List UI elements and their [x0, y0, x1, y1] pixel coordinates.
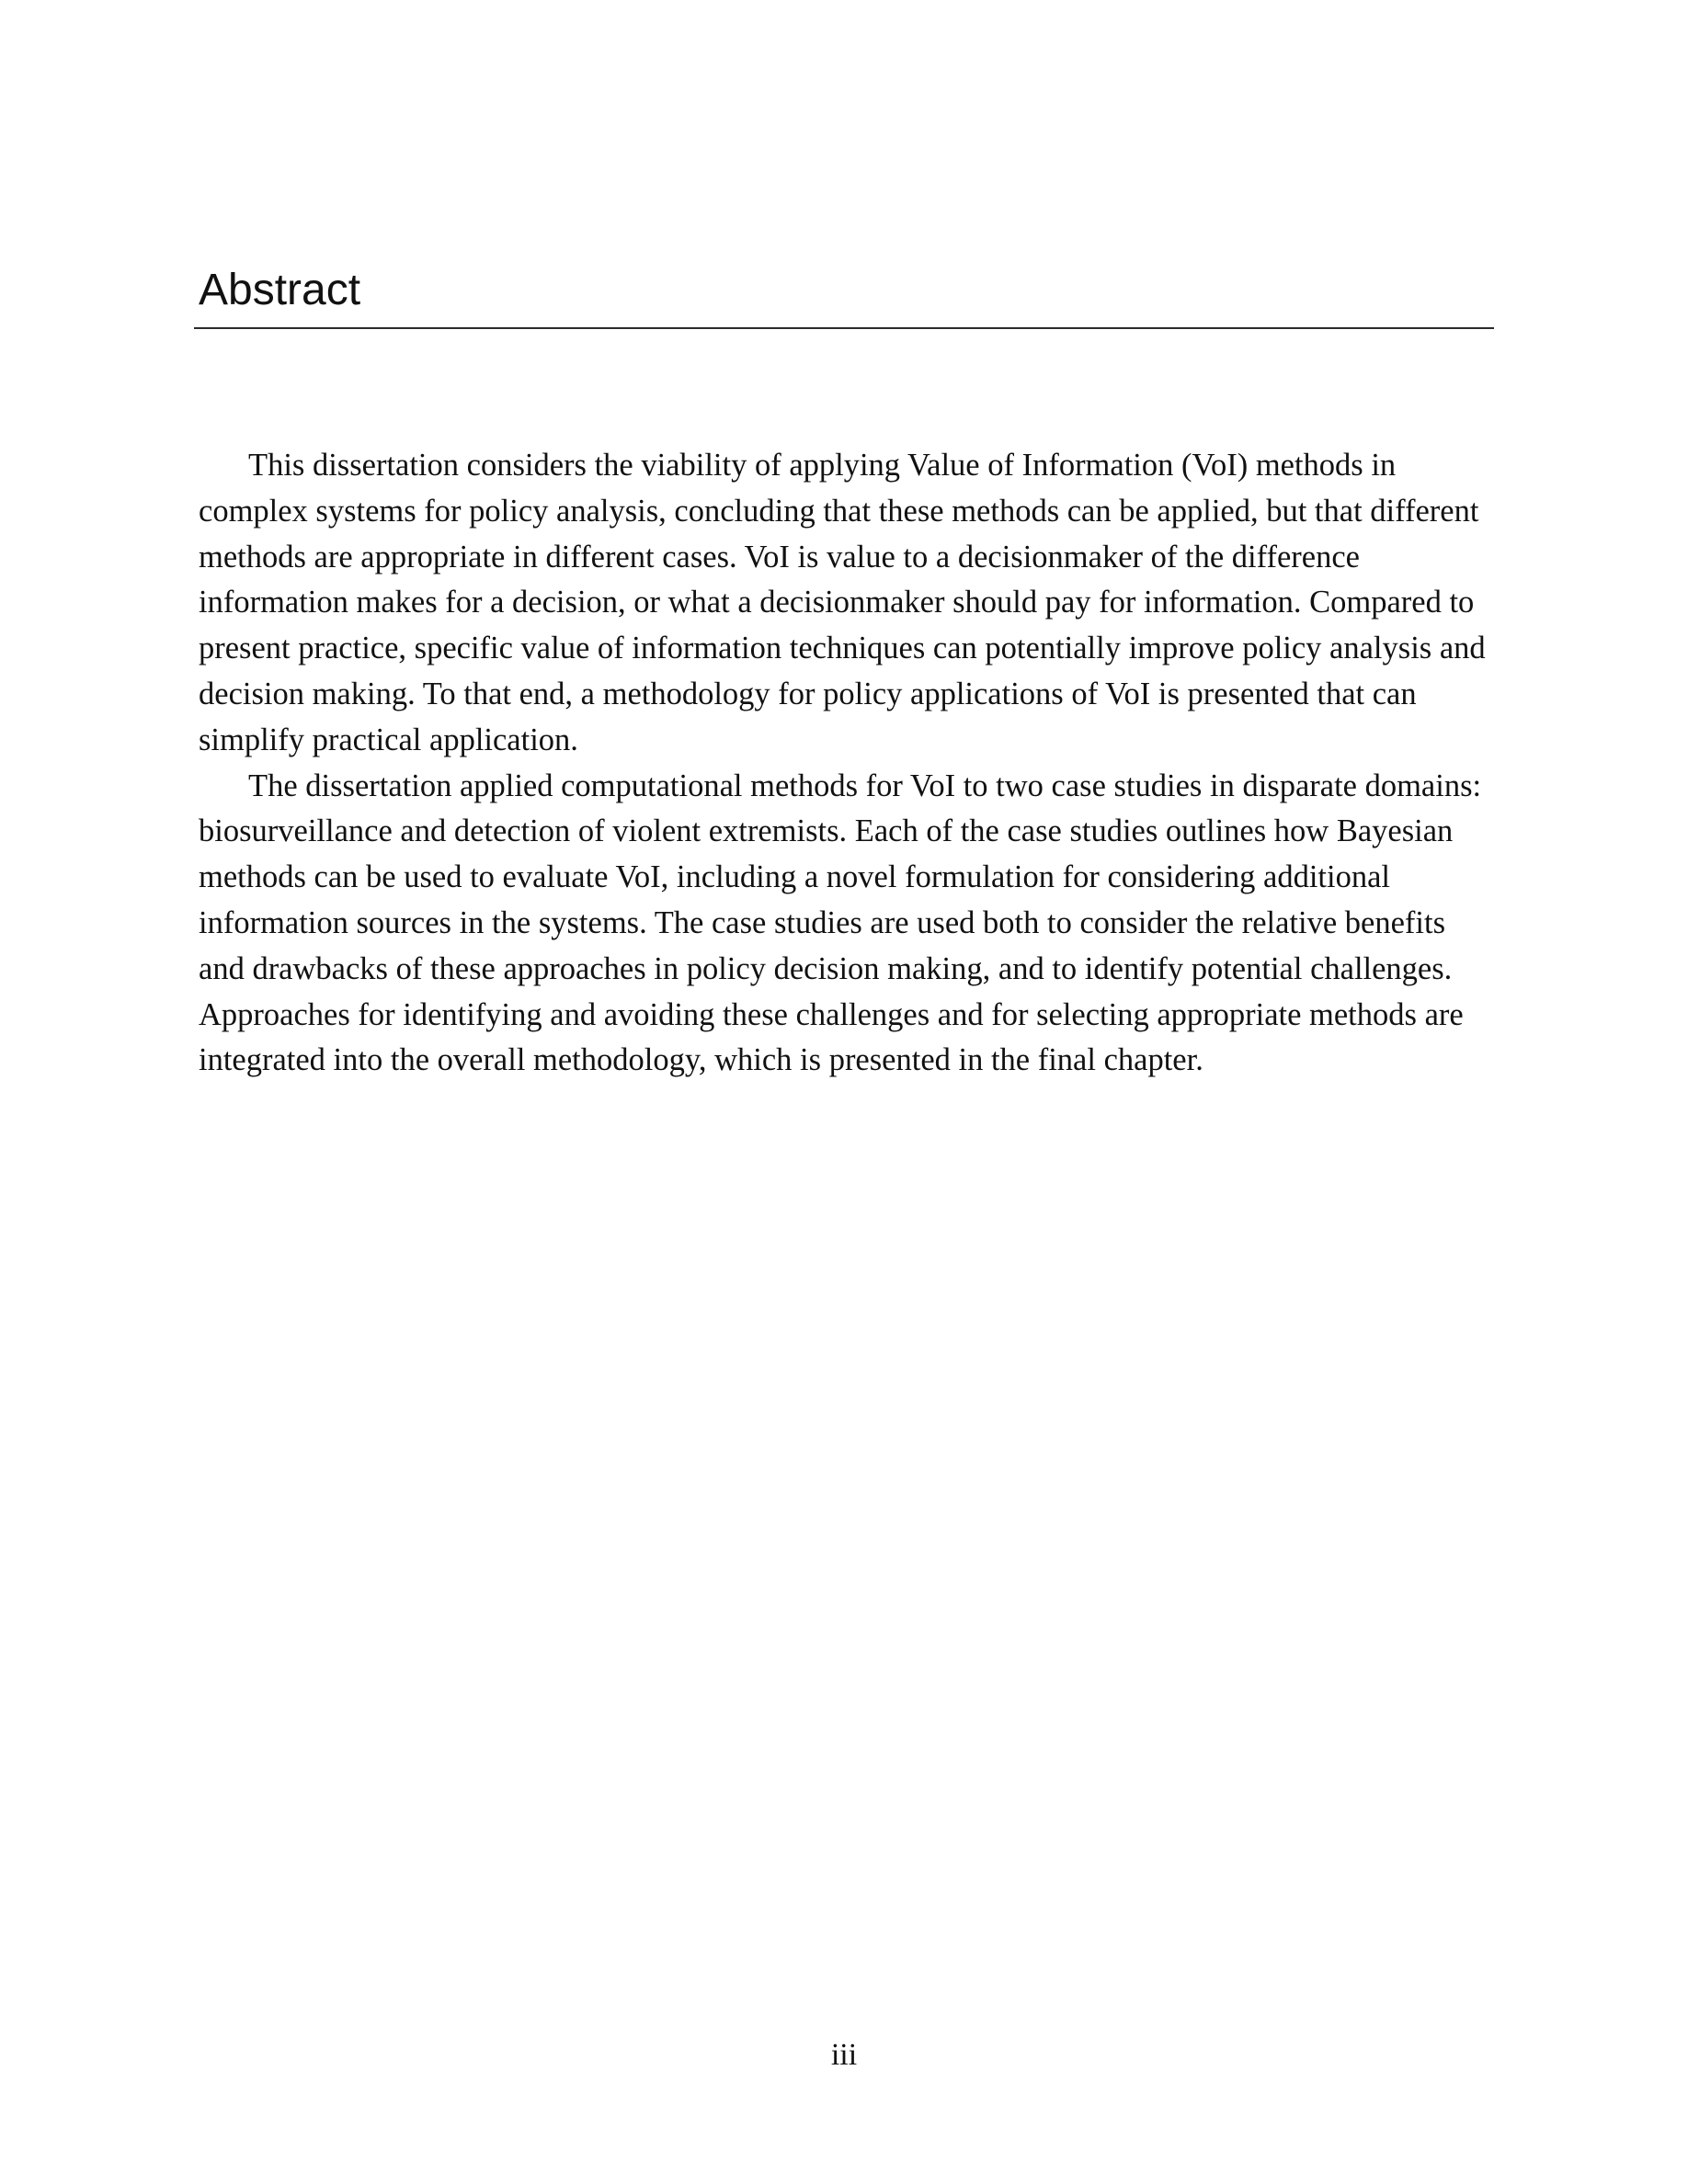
page-number: iii — [830, 2038, 858, 2072]
abstract-body — [199, 443, 1497, 1084]
section-heading: Abstract — [199, 266, 361, 314]
heading-divider — [194, 327, 1494, 329]
abstract-paragraph-2: The dissertation applied computational methods for VoI to two case studies in disparate domains: biosurveillance and detection of violent extremists. Each of the case studies outlines how Bayesian methods can be used to evaluate VoI, including a novel formulation for considering additional information sources in the systems. The case studies are used both to consider the relative benefits and drawbacks of these approaches in policy decision making, and to identify potential challenges. Approaches for identifying and avoiding these challenges and for selecting appropriate methods are integrated into the overall methodology, which is presented in the final chapter. — [199, 768, 1482, 1078]
abstract-paragraph-1: This dissertation considers the viability of applying Value of Information (VoI) methods in complex systems for policy analysis, concluding that these methods can be applied, but that different methods are appropriate in different cases. VoI is value to a decisionmaker of the difference information makes for a decision, or what a decisionmaker should pay for information. Compared to present practice, specific value of information techniques can potentially improve policy analysis and decision making. To that end, a methodology for policy applications of VoI is presented that can simplify practical application. — [199, 448, 1486, 757]
